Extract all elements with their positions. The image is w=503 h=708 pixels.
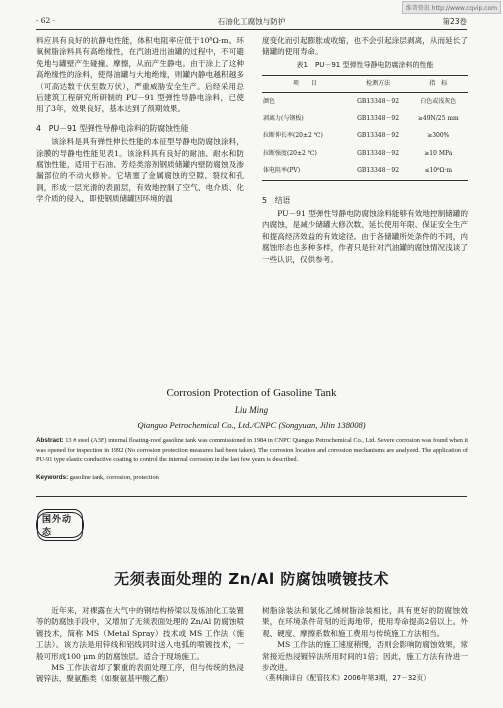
english-keywords	[36, 474, 468, 481]
page-number: · 62 ·	[36, 16, 56, 25]
table-header-cell: 检测方法	[366, 80, 391, 88]
table-row	[262, 127, 468, 144]
table-cell: ≥49N/25 mm	[417, 115, 459, 123]
table-cell: 拉断伸长率(20±2 ℃)	[263, 132, 323, 140]
header-rule	[36, 29, 467, 30]
table-cell: GB13348－92	[357, 132, 400, 140]
paragraph: 近年来，对裸露在大气中的钢结构桥梁以及炼油化工装置等的防腐蚀手段中，又增加了无须表面处理的 Zn/Al 防腐蚀喷镀技术，简称 MS（Metal Spray）技术或 MS 工作法（施工法）。该方法是用锌线和铝线同时送入电弧的喷镀技术，一般可形成100 μm 的防腐蚀层。适合于现场施工。	[36, 606, 244, 661]
right-column-bottom	[262, 605, 468, 685]
english-author: Liu Ming	[234, 405, 269, 415]
section-badge	[36, 512, 84, 538]
paragraph: 该涂料是具有弹性伸长性能的本征型导静电防腐蚀涂料，涂膜的导静电性能见表1。该涂料具有良好的耐油、耐水和防腐蚀性能，适用于石油、芳烃类溶剂钢质储罐内壁防腐蚀及渗漏部位的不动火修补。它堵塞了金属腐蚀的空隙、裂纹和孔洞，形成一层光滑的表面层，有效地控制了空气、电介质、化学介质的侵入，即使钢质储罐因环境的温	[36, 137, 244, 204]
section-divider	[36, 496, 467, 497]
table-cell: 剥离力(与钢板)	[263, 115, 304, 123]
abstract-label: Abstract:	[36, 437, 64, 444]
table-cell: ≤10⁸Ω·m	[424, 167, 453, 175]
table-cell: GB13348－92	[357, 167, 400, 175]
section-heading: 4 PU－91 型弹性导静电涂料的防腐蚀性能	[36, 123, 189, 133]
volume-label: 第23卷	[442, 17, 467, 26]
article-title: 无须表面处理的 Zn/Al 防腐蚀喷镀技术	[114, 570, 389, 588]
paragraph: 树脂涂装法和氯化乙烯树脂涂装相比，具有更好的防腐蚀效果，在环境条件苛刻的近海地带，使用寿命提高2倍以上。外观、硬度、摩擦系数和施工费用与传统施工方法相当。	[262, 606, 468, 638]
properties-table	[262, 75, 468, 180]
watermark: 维普资讯 http://www.cqvip.com	[402, 1, 501, 14]
paragraph: 料应具有良好的抗静电性能，体积电阻率应低于10⁸Ω·m。环氧树脂涂料具有高绝缘性，在汽油进出油罐的过程中，不可避免地与罐壁产生碰撞、摩擦，从而产生静电。由于涂上了这种高绝缘性的涂料，使得油罐与大地绝缘，则罐内静电越积越多（可高达数千伏至数万伏），严重威胁安全生产。后经采用总后建筑工程研究所研制的 PU－91 型弹性导静电涂料，已使用了3年，效果良好，基本达到了预期效果。	[36, 36, 244, 114]
table-row	[262, 110, 468, 127]
table-header-row	[262, 76, 468, 92]
table-cell: 体电阻率(PV)	[263, 167, 301, 175]
section-badge-label: 国外动态	[37, 509, 83, 541]
journal-name: 石油化工腐蚀与防护	[217, 17, 286, 26]
table-row	[262, 92, 468, 110]
english-abstract	[36, 436, 468, 465]
table-cell: GB13348－92	[357, 149, 400, 157]
page-header	[36, 16, 467, 26]
keywords-label: Keywords:	[36, 474, 69, 481]
english-affiliation: Qianguo Petrochemical Co., Ltd./CNPC (Songyuan, Jilin 138008)	[137, 420, 366, 430]
paragraph: MS 工作法的施工速度稍慢，否则会影响防腐蚀效果，常常接近热浸镀锌法所用时间的1倍；因此，施工方法有待进一步改进。	[262, 640, 468, 673]
table-cell: ≥300%	[427, 132, 450, 140]
table-cell: 白色或浅灰色	[420, 97, 457, 105]
english-title: Corrosion Protection of Gasoline Tank	[166, 387, 337, 399]
table-row	[262, 145, 468, 162]
left-column-bottom	[36, 605, 244, 685]
table-cell: ≥10 MPa	[424, 149, 453, 157]
table-cell: GB13348－92	[357, 97, 400, 105]
table-cell: 拉断强度(20±2 ℃)	[263, 149, 317, 157]
paragraph: 度变化而引起膨胀或收缩，也不会引起涂层剥离，从而延长了储罐的使用寿命。	[262, 36, 468, 57]
keywords-text: gasoline tank, corrosion, protection	[68, 474, 159, 481]
section-heading: 5 结语	[262, 195, 291, 205]
table-row	[262, 162, 468, 180]
table-cell: 颜色	[263, 97, 276, 105]
table-caption: 表1 PU－91 型弹性导静电防腐涂料的性能	[296, 60, 434, 69]
citation: （燕林摘译自《配管技术》2006年第3期，27－32页）	[262, 674, 431, 683]
table-header-cell: 指 标	[429, 80, 448, 88]
table-cell: GB13348－92	[357, 115, 400, 123]
paragraph: MS 工作法省却了繁重的表面处理工序，但与传统的热浸镀锌法、聚氨酯类（如聚氨基甲酸乙酯）	[36, 663, 244, 684]
right-column-top	[262, 35, 468, 265]
left-column-top	[36, 35, 244, 205]
abstract-text: 13 # steel (A3F) internal floating-roof gasoline tank was commissioned in 1984 in CNPC Qianguo Petrochemical Co., Ltd. Severe corrosion was found when it was opened for inspection in 1992 (No corrosion protection measures had been taken). The corrosion location and corrosion mechanisms are analyzed. The application of PU-91 type elastic conductive coating to control the internal corrosion in the last few years is described.	[36, 437, 468, 464]
table-header-cell: 项 目	[292, 80, 317, 88]
paragraph: PU－91 型弹性导静电防腐蚀涂料能够有效地控制储罐的内腐蚀，是减少储罐大修次数、延长使用年限、保证安全生产和提高经济效益的有效途径。由于各储罐所处条件的不同，内腐蚀形态也多种多样，作者只是针对汽油罐的腐蚀情况浅谈了一些认识，仅供参考。	[262, 209, 468, 264]
